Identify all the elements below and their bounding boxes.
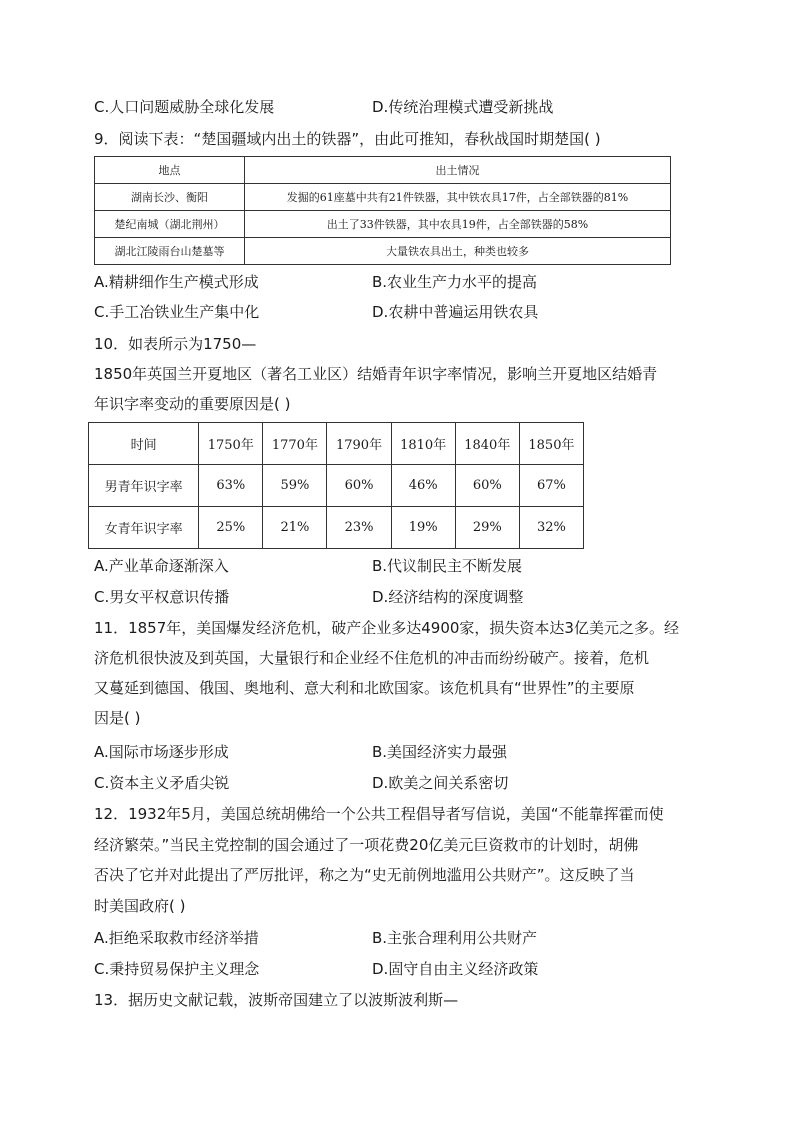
q9-option-c: C.手工冶铁业生产集中化	[94, 303, 260, 321]
q8-option-c: C.人口问题威胁全球化发展	[94, 98, 275, 116]
table-cell: 60%	[455, 465, 519, 507]
table-cell: 60%	[327, 465, 391, 507]
q12-option-d: D.固守自由主义经济政策	[372, 960, 539, 978]
q12-option-c: C.秉持贸易保护主义理念	[94, 960, 260, 978]
table-cell: 23%	[327, 507, 391, 549]
q10-stem-line-2: 1850年英国兰开夏地区（著名工业区）结婚青年识字率情况，影响兰开夏地区结婚青	[94, 365, 658, 383]
table-header-cell: 1810年	[391, 423, 455, 465]
table-cell: 19%	[391, 507, 455, 549]
q12-stem-line-3: 否决了它并对此提出了严厉批评，称之为“史无前例地滥用公共财产”。这反映了当	[94, 866, 635, 884]
table-header-cell: 1750年	[199, 423, 263, 465]
table-cell: 67%	[519, 465, 583, 507]
table-cell: 大量铁农具出土，种类也较多	[245, 238, 671, 265]
table-cell: 湖南长沙、衡阳	[95, 184, 245, 211]
q9-option-b: B.农业生产力水平的提高	[372, 273, 538, 291]
q9-option-a: A.精耕细作生产模式形成	[94, 273, 259, 291]
q12-stem-line-1: 12．1932年5月，美国总统胡佛给一个公共工程倡导者写信说，美国“不能靠挥霍而使	[94, 805, 664, 823]
table-cell: 湖北江陵雨台山楚墓等	[95, 238, 245, 265]
q11-option-a: A.国际市场逐步形成	[94, 743, 229, 761]
q13-stem: 13．据历史文献记载，波斯帝国建立了以波斯波利斯—	[94, 991, 459, 1009]
table-row	[95, 238, 671, 265]
table-cell: 女青年识字率	[89, 507, 199, 549]
table-cell: 46%	[391, 465, 455, 507]
q11-option-b: B.美国经济实力最强	[372, 743, 508, 761]
table-cell: 25%	[199, 507, 263, 549]
table-cell: 63%	[199, 465, 263, 507]
table-row	[95, 184, 671, 211]
table-row	[89, 465, 584, 507]
table-row	[95, 211, 671, 238]
table-header-row	[95, 157, 671, 184]
q10-option-c: C.男女平权意识传播	[94, 588, 230, 606]
q10-option-a: A.产业革命逐渐深入	[94, 557, 229, 575]
table-header-cell: 时间	[89, 423, 199, 465]
q10-stem-line-3: 年识字率变动的重要原因是( )	[94, 395, 291, 413]
q9-stem: 9．阅读下表：“楚国疆域内出土的铁器”，由此可推知，春秋战国时期楚国( )	[94, 130, 601, 148]
q9-table	[94, 156, 671, 265]
table-header-cell: 1850年	[519, 423, 583, 465]
q11-stem-line-2: 济危机很快波及到英国，大量银行和企业经不住危机的冲击而纷纷破产。接着，危机	[94, 649, 650, 667]
q12-stem-line-4: 时美国政府( )	[94, 897, 186, 915]
q10-option-d: D.经济结构的深度调整	[372, 588, 524, 606]
table-row	[89, 507, 584, 549]
q8-option-d: D.传统治理模式遭受新挑战	[372, 98, 554, 116]
q11-stem-line-4: 因是( )	[94, 709, 141, 727]
table-cell: 发掘的61座墓中共有21件铁器，其中铁农具17件，占全部铁器的81%	[245, 184, 671, 211]
q10-stem-line-1: 10．如表所示为1750—	[94, 335, 257, 353]
q11-option-c: C.资本主义矛盾尖锐	[94, 774, 230, 792]
table-cell: 出土了33件铁器，其中农具19件，占全部铁器的58%	[245, 211, 671, 238]
table-cell: 楚纪南城（湖北荆州）	[95, 211, 245, 238]
q11-stem-line-3: 又蔓延到德国、俄国、奥地利、意大利和北欧国家。该危机具有“世界性”的主要原	[94, 679, 635, 697]
q11-option-d: D.欧美之间关系密切	[372, 774, 509, 792]
q10-table	[88, 422, 584, 549]
table-header-cell: 1770年	[263, 423, 327, 465]
q12-option-b: B.主张合理利用公共财产	[372, 929, 538, 947]
table-header-cell: 1790年	[327, 423, 391, 465]
q12-stem-line-2: 经济繁荣。”当民主党控制的国会通过了一项花费20亿美元巨资救市的计划时，胡佛	[94, 836, 639, 854]
table-cell: 21%	[263, 507, 327, 549]
q9-option-d: D.农耕中普遍运用铁农具	[372, 303, 539, 321]
table-header-cell: 1840年	[455, 423, 519, 465]
table-cell: 男青年识字率	[89, 465, 199, 507]
table-cell: 32%	[519, 507, 583, 549]
table-cell: 59%	[263, 465, 327, 507]
q11-stem-line-1: 11．1857年，美国爆发经济危机，破产企业多达4900家，损失资本达3亿美元之多。经	[94, 619, 679, 637]
q12-option-a: A.拒绝采取救市经济举措	[94, 929, 259, 947]
table-header-cell: 地点	[95, 157, 245, 184]
table-cell: 29%	[455, 507, 519, 549]
table-header-cell: 出土情况	[245, 157, 671, 184]
table-header-row	[89, 423, 584, 465]
q10-option-b: B.代议制民主不断发展	[372, 557, 523, 575]
